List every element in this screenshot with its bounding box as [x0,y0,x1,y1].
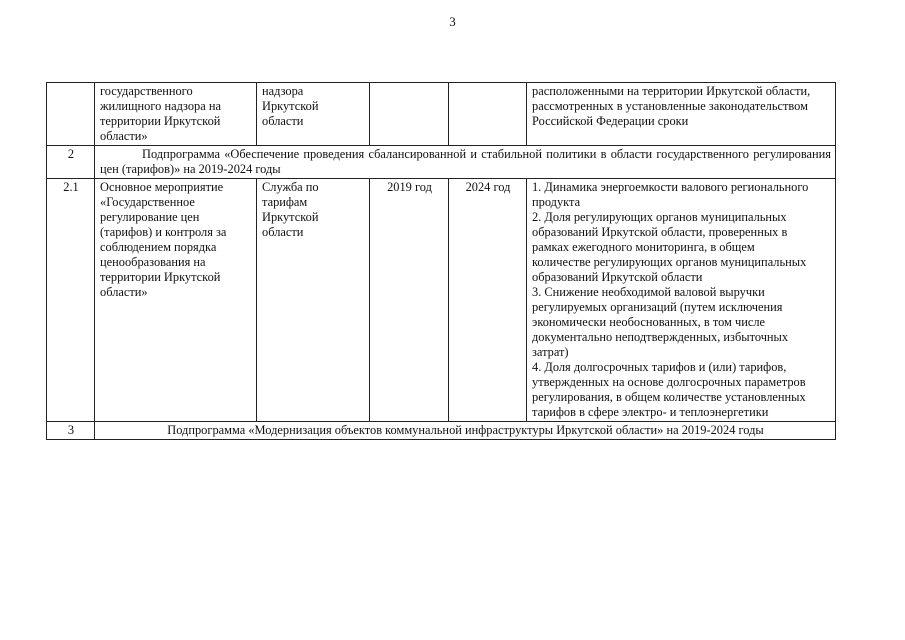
subprogram-row [47,422,836,440]
results-cell: расположенными на территории Иркутской области, рассмотренных в установленные законодательством Российской Федерации сроки [527,83,836,146]
subprogram-row [47,146,836,179]
measure-name-cell: Основное мероприятие «Государственное регулирование цен (тарифов) и контроля за соблюдением порядка ценообразования на территории Иркутской области» [95,179,257,422]
program-table [46,82,836,440]
table-row [47,83,836,146]
subprogram-title: Подпрограмма «Модернизация объектов коммунальной инфраструктуры Иркутской области» на 2019-2024 годы [95,422,836,440]
table-row [47,179,836,422]
row-number-cell [47,83,95,146]
end-year-cell [449,83,527,146]
results-cell: 1. Динамика энергоемкости валового регионального продукта 2. Доля регулирующих органов муниципальных образований Иркутской области, проверенных в рамках ежегодного мониторинга, в общем количестве регулирующих органов муниципальных образований Иркутской области 3. Снижение необходимой валовой выручки регулируемых организаций (путем исключения экономически необоснованных, в том числе документально неподтвержденных, избыточных затрат) 4. Доля долгосрочных тарифов и (или) тарифов, утвержденных на основе долгосрочных параметров регулирования, в общем количестве установленных тарифов в сфере электро- и теплоэнергетики [527,179,836,422]
executor-cell: надзора Иркутской области [257,83,370,146]
executor-cell: Служба по тарифам Иркутской области [257,179,370,422]
subprogram-number: 2 [47,146,95,179]
page-number: 3 [449,14,456,29]
subprogram-number: 3 [47,422,95,440]
start-year-cell: 2019 год [370,179,449,422]
start-year-cell [370,83,449,146]
row-number-cell: 2.1 [47,179,95,422]
subprogram-title: Подпрограмма «Обеспечение проведения сбалансированной и стабильной политики в области государственного регулирования цен (тарифов)» на 2019-2024 годы [95,146,836,179]
measure-name-cell: государственного жилищного надзора на территории Иркутской области» [95,83,257,146]
end-year-cell: 2024 год [449,179,527,422]
